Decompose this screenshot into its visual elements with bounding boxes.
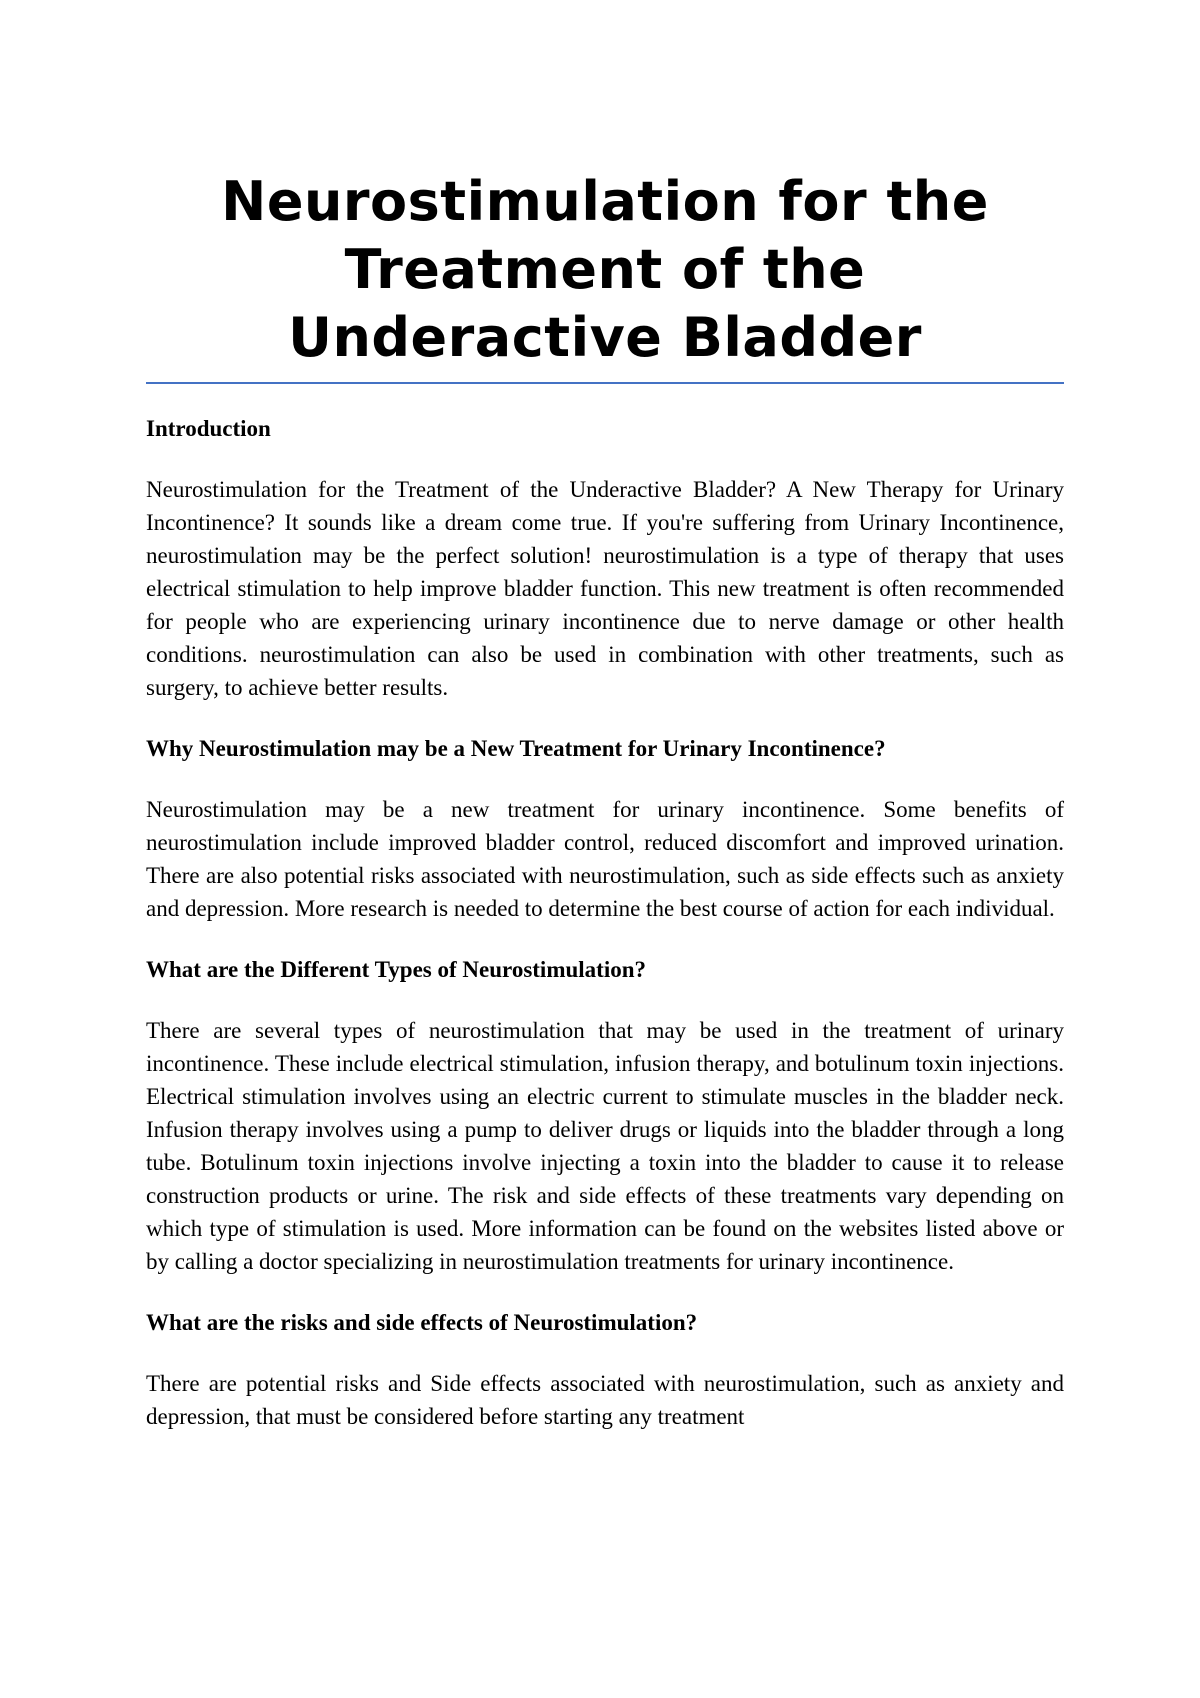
title-line: Underactive Bladder [288,306,922,369]
section-body-types: There are several types of neurostimulation that may be used in the treatment of urinary incontinence. These include electrical stimulation, infusion therapy, and botulinum toxin injections. Electrical stimulation involves using an electric current to stimulate muscles in the bladder neck. Infusion therapy involves using a pump to deliver drugs or liquids into the bladder through a long tube. Botulinum toxin injections involve injecting a toxin into the bladder to cause it to release construction products or urine. The risk and side effects of these treatments vary depending on which type of stimulation is used. More information can be found on the websites listed above or by calling a doctor specializing in neurostimulation treatments for urinary incontinence. [146,1018,1064,1274]
section-body-introduction: Neurostimulation for the Treatment of the Underactive Bladder? A New Therapy for Urinary Incontinence? It sounds like a dream come true. If you're suffering from Urinary Incontinence, neurostimulation may be the perfect solution! neurostimulation is a type of therapy that uses electrical stimulation to help improve bladder function. This new treatment is often recommended for people who are experiencing urinary incontinence due to nerve damage or other health conditions. neurostimulation can also be used in combination with other treatments, such as surgery, to achieve better results. [146,477,1064,700]
section-heading-introduction: Introduction [146,416,271,441]
title-line: Neurostimulation for the [221,170,989,233]
section-body-why-neurostimulation: Neurostimulation may be a new treatment for urinary incontinence. Some benefits of neurostimulation include improved bladder control, reduced discomfort and improved urination. There are also potential risks associated with neurostimulation, such as side effects such as anxiety and depression. More research is needed to determine the best course of action for each individual. [146,797,1064,921]
document-title [146,168,1064,372]
section-heading-types: What are the Different Types of Neurostimulation? [146,957,647,982]
section-heading-risks: What are the risks and side effects of Neurostimulation? [146,1310,698,1335]
section-body-risks: There are potential risks and Side effects associated with neurostimulation, such as anxiety and depression, that must be considered before starting any treatment [146,1371,1064,1429]
title-line: Treatment of the [344,238,866,301]
title-underline-rule [146,382,1064,384]
section-heading-why-neurostimulation: Why Neurostimulation may be a New Treatment for Urinary Incontinence? [146,736,886,761]
document-content [146,168,1064,1433]
